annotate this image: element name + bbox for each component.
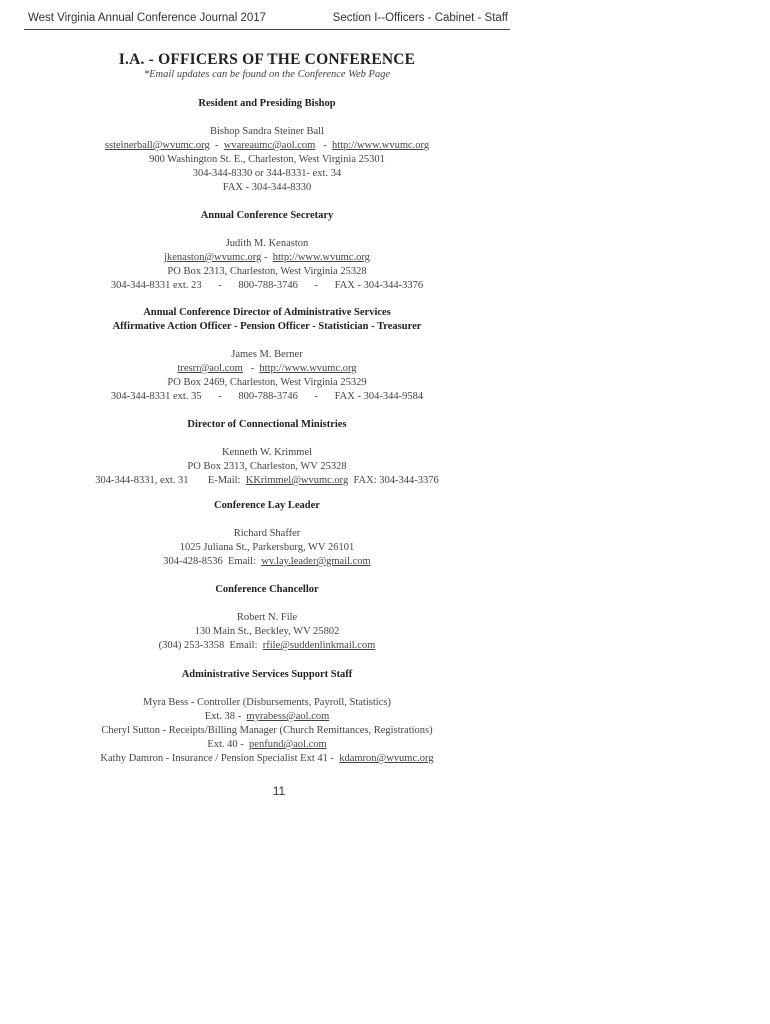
email-update-note: *Email updates can be found on the Conference Web Page	[143, 69, 391, 80]
kathy-email-link[interactable]: kdamron@wvumc.org	[339, 753, 434, 764]
chancellor-email-link[interactable]: rfile@suddenlinkmail.com	[262, 640, 376, 651]
ext-label: Ext. 38 -	[204, 711, 242, 722]
area-email-link[interactable]: wvareaumc@aol.com	[223, 140, 316, 151]
chancellor-address: 130 Main St., Beckley, WV 25802	[194, 626, 340, 637]
admin-contact-line	[22, 362, 512, 376]
secretary-phones	[22, 279, 512, 293]
lay-leader-section	[22, 499, 512, 569]
page-title: I.A. - OFFICERS OF THE CONFERENCE	[118, 51, 416, 68]
bishop-address: 900 Washington St. E., Charleston, West Virginia 25301	[149, 154, 385, 165]
chancellor-heading: Conference Chancellor	[215, 584, 319, 595]
cheryl-email-link[interactable]: penfund@aol.com	[249, 739, 327, 750]
secretary-tollfree: 800-788-3746	[238, 280, 298, 291]
lay-name: Richard Shaffer	[233, 528, 301, 539]
ext-label: Ext. 40 -	[207, 739, 244, 750]
admin-email-link[interactable]: tresrr@aol.com	[177, 363, 243, 374]
running-header	[24, 11, 510, 30]
chancellor-name: Robert N. File	[236, 612, 298, 623]
admin-tollfree: 800-788-3746	[238, 391, 298, 402]
admin-name: James M. Berner	[231, 349, 303, 360]
secretary-phone: 304-344-8331 ext. 23	[110, 280, 202, 291]
secretary-name: Judith M. Kenaston	[225, 238, 309, 249]
separator: -	[215, 140, 219, 151]
separator: -	[264, 252, 268, 263]
header-section-title: Section I--Officers - Cabinet - Staff	[332, 12, 508, 24]
support-line-kathy	[22, 752, 512, 766]
bishop-section	[22, 97, 512, 195]
separator: -	[323, 140, 327, 151]
lay-contact-line	[22, 555, 512, 569]
chancellor-phone: (304) 253-3358	[158, 640, 225, 651]
chancellor-contact-line	[22, 639, 512, 653]
email-label: Email:	[229, 640, 258, 651]
email-label: E-Mail:	[207, 475, 241, 486]
separator: -	[314, 280, 318, 291]
admin-heading: Annual Conference Director of Administrative Services	[143, 307, 391, 318]
secretary-address: PO Box 2313, Charleston, West Virginia 25328	[167, 266, 367, 277]
support-heading: Administrative Services Support Staff	[181, 669, 353, 680]
bishop-fax: FAX - 304-344-8330	[222, 182, 312, 193]
bishop-contact-line	[22, 139, 512, 153]
bishop-name: Bishop Sandra Steiner Ball	[209, 126, 325, 137]
lay-phone: 304-428-8536	[163, 556, 223, 567]
admin-fax: FAX - 304-344-9584	[334, 391, 424, 402]
page-number: 11	[272, 784, 286, 798]
bishop-phone: 304-344-8330 or 344-8331- ext. 34	[192, 168, 342, 179]
chancellor-section	[22, 583, 512, 653]
bishop-email-link[interactable]: ssteinerball@wvumc.org	[104, 140, 210, 151]
secretary-heading: Annual Conference Secretary	[200, 210, 334, 221]
email-label: Email:	[228, 556, 256, 567]
connectional-section	[22, 418, 512, 488]
admin-roles-heading: Affirmative Action Officer - Pension Officer - Statistician - Treasurer	[112, 321, 422, 332]
connectional-address: PO Box 2313, Charleston, WV 25328	[187, 461, 347, 472]
support-staff-section	[22, 668, 512, 766]
lay-heading: Conference Lay Leader	[214, 500, 320, 511]
admin-phones	[22, 390, 512, 404]
admin-phone: 304-344-8331 ext. 35	[110, 391, 202, 402]
secretary-section	[22, 209, 512, 293]
separator: -	[218, 280, 222, 291]
separator: -	[314, 391, 318, 402]
website-link[interactable]: http://www.wvumc.org	[259, 363, 357, 374]
connectional-email-link[interactable]: KKrimmel@wvumc.org	[245, 475, 349, 486]
website-link[interactable]: http://www.wvumc.org	[272, 252, 370, 263]
connectional-phone: 304-344-8331, ext. 31	[95, 475, 189, 486]
separator: -	[218, 391, 222, 402]
connectional-heading: Director of Connectional Ministries	[187, 419, 347, 430]
support-ext-myra	[22, 710, 512, 724]
kathy-role: Kathy Damron - Insurance / Pension Specialist Ext 41 -	[100, 753, 334, 764]
lay-address: 1025 Juliana St., Parkersburg, WV 26101	[179, 542, 355, 553]
secretary-email-link[interactable]: jkenaston@wvumc.org	[164, 252, 262, 263]
secretary-fax: FAX - 304-344-3376	[334, 280, 424, 291]
admin-address: PO Box 2469, Charleston, West Virginia 25329	[167, 377, 367, 388]
admin-director-section	[22, 306, 512, 404]
connectional-contact-line	[22, 474, 512, 488]
header-journal-title: West Virginia Annual Conference Journal 2017	[28, 12, 267, 24]
website-link[interactable]: http://www.wvumc.org	[331, 140, 430, 151]
secretary-contact-line	[22, 251, 512, 265]
support-line-cheryl: Cheryl Sutton - Receipts/Billing Manager (Church Remittances, Registrations)	[101, 725, 433, 736]
support-line-myra: Myra Bess - Controller (Disbursements, Payroll, Statistics)	[143, 697, 391, 708]
connectional-name: Kenneth W. Krimmel	[221, 447, 313, 458]
connectional-fax: FAX: 304-344-3376	[353, 475, 439, 486]
lay-email-link[interactable]: wv.lay.leader@gmail.com	[261, 556, 371, 567]
bishop-heading: Resident and Presiding Bishop	[198, 98, 336, 109]
separator: -	[250, 363, 255, 374]
myra-email-link[interactable]: myrabess@aol.com	[246, 711, 330, 722]
support-ext-cheryl	[22, 738, 512, 752]
